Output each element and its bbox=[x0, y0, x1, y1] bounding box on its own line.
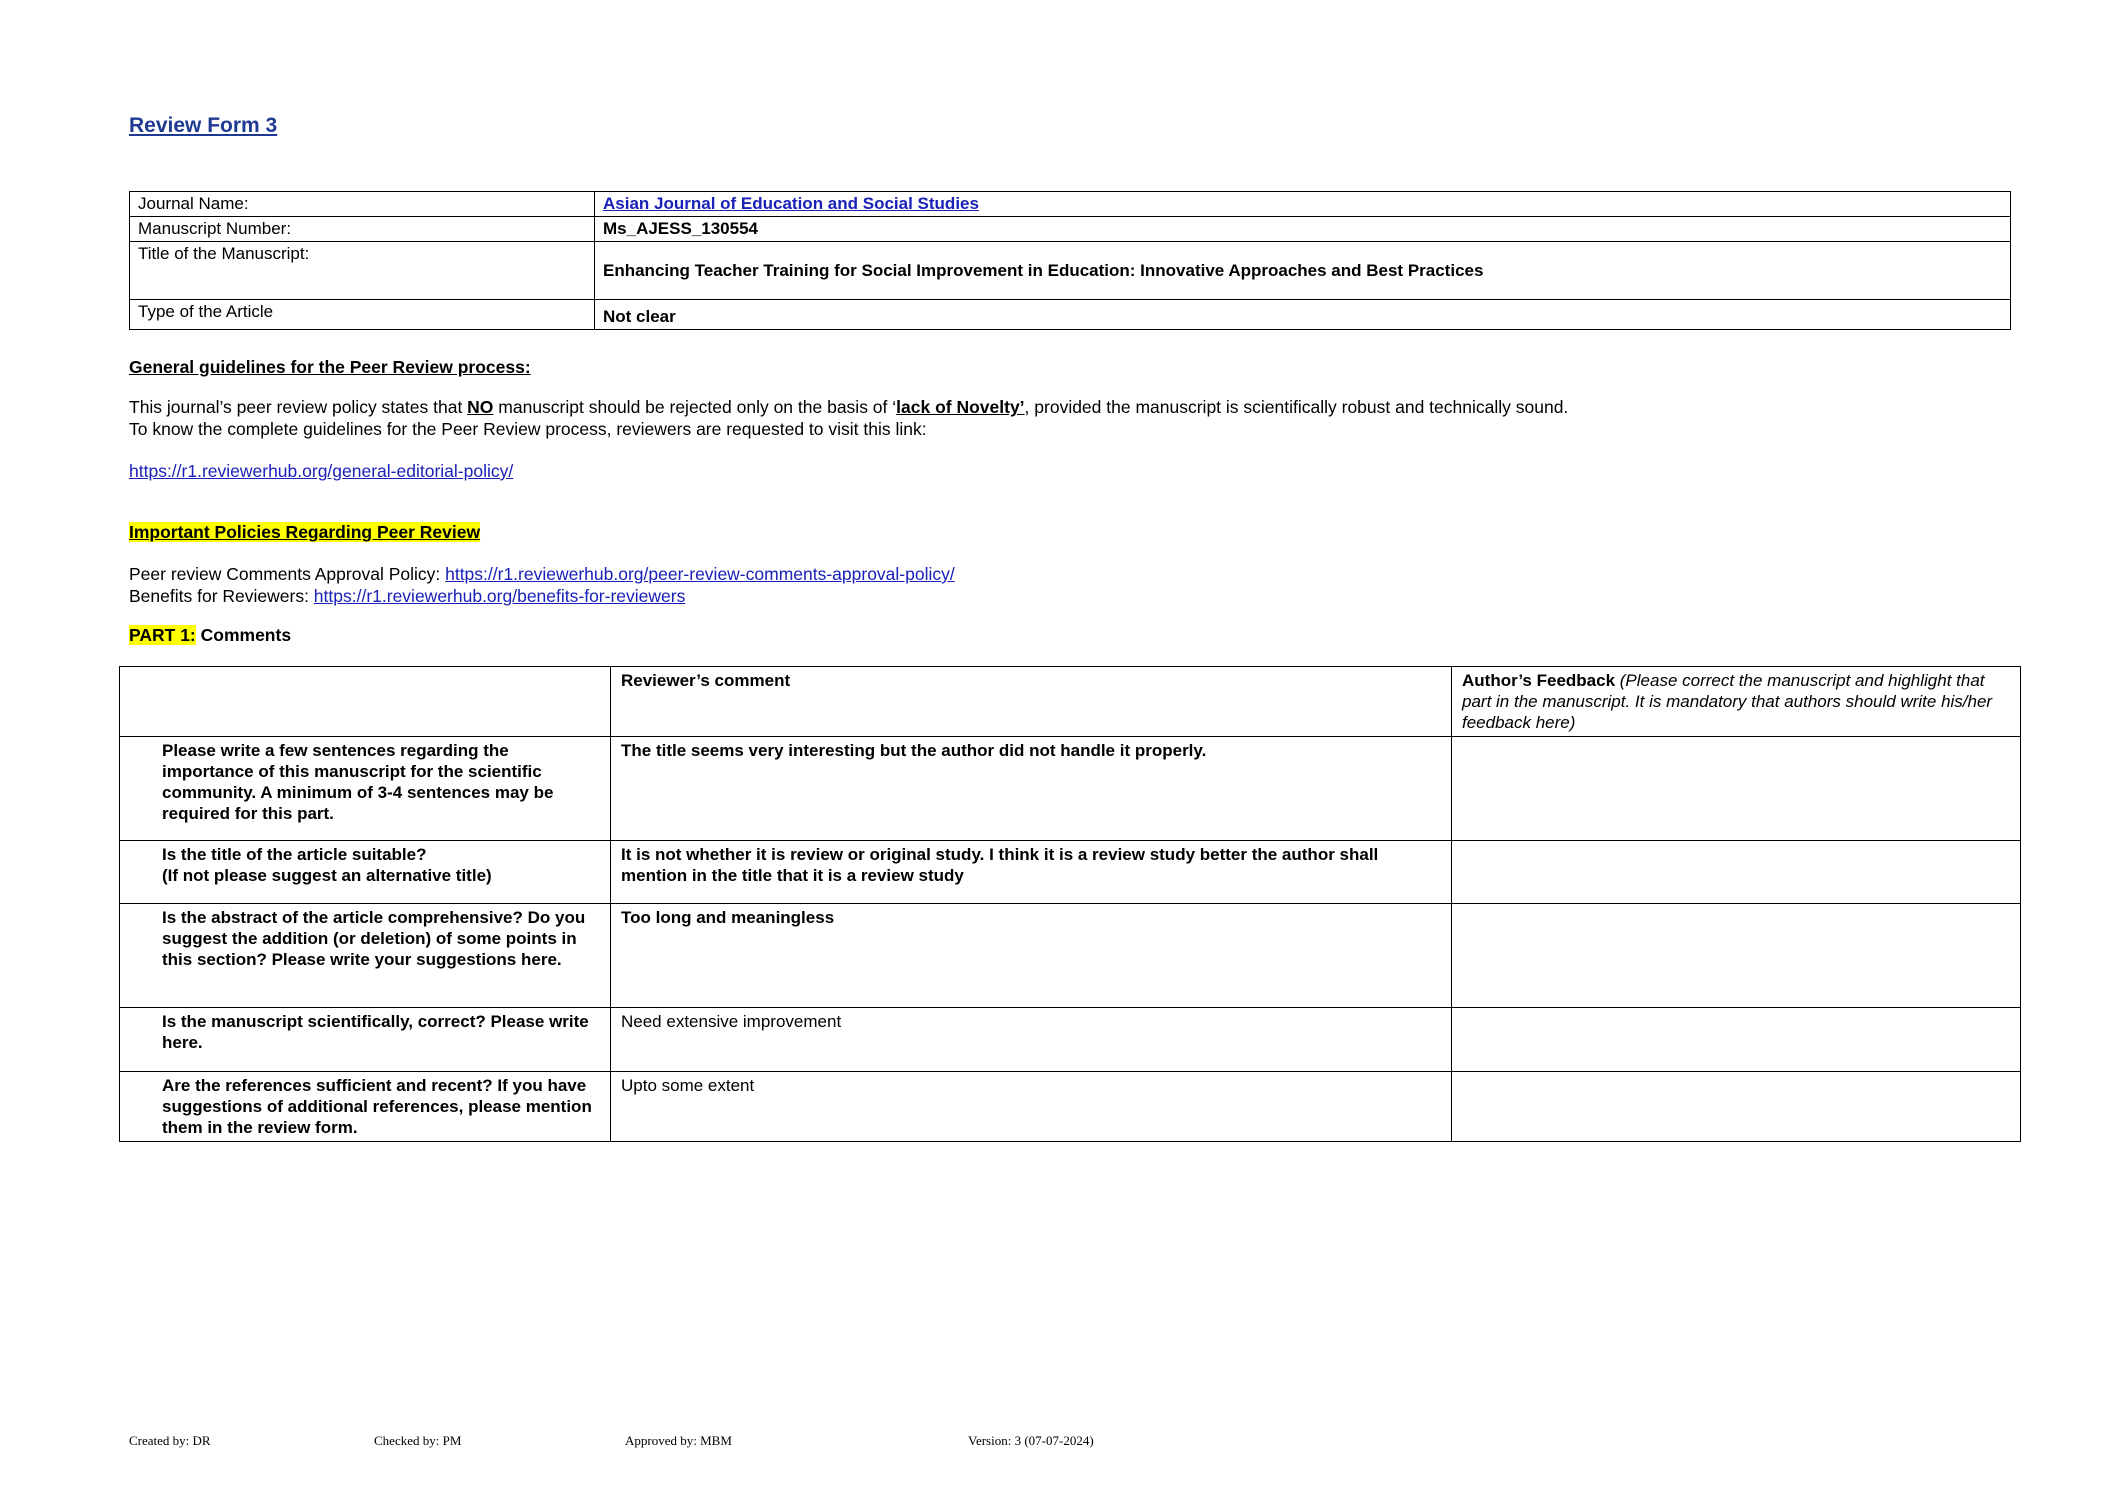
policies-links bbox=[129, 563, 955, 607]
reviewer-comment-cell[interactable]: The title seems very interesting but the author did not handle it properly. bbox=[611, 737, 1452, 841]
question-cell bbox=[120, 841, 611, 904]
question-cell: Is the abstract of the article comprehensive? Do you suggest the addition (or deletion) of some points in this section? Please write your suggestions here. bbox=[120, 904, 611, 1008]
approval-policy-link[interactable]: https://r1.reviewerhub.org/peer-review-comments-approval-policy/ bbox=[445, 564, 955, 584]
table-row bbox=[130, 300, 2011, 330]
guidelines-text-2: To know the complete guidelines for the Peer Review process, reviewers are requested to visit this link: bbox=[129, 419, 927, 439]
table-row bbox=[120, 1072, 2021, 1142]
part1-title: Comments bbox=[195, 625, 292, 645]
footer-checked-by: Checked by: PM bbox=[374, 1433, 462, 1448]
table-row bbox=[120, 1008, 2021, 1072]
author-feedback-cell[interactable] bbox=[1452, 904, 2021, 1008]
policies-heading: Important Policies Regarding Peer Review bbox=[129, 522, 481, 542]
question-cell: Is the manuscript scientifically, correct? Please write here. bbox=[120, 1008, 611, 1072]
table-row bbox=[130, 217, 2011, 242]
reviewer-comment-cell[interactable]: Upto some extent bbox=[611, 1072, 1452, 1142]
table-row bbox=[120, 737, 2021, 841]
table-row bbox=[130, 242, 2011, 300]
reviewer-comment-cell[interactable]: It is not whether it is review or original study. I think it is a review study better the author shall mention in the title that it is a review study bbox=[611, 841, 1452, 904]
guidelines-heading: General guidelines for the Peer Review process: bbox=[129, 357, 531, 377]
guidelines-text-b: manuscript should be rejected only on the basis of ‘ bbox=[493, 397, 897, 417]
journal-name-label: Journal Name: bbox=[130, 192, 595, 217]
author-feedback-cell[interactable] bbox=[1452, 1008, 2021, 1072]
author-feedback-title: Author’s Feedback bbox=[1462, 671, 1616, 690]
question-cell: Please write a few sentences regarding the importance of this manuscript for the scientific community. A minimum of 3-4 sentences may be required for this part. bbox=[120, 737, 611, 841]
manuscript-info-table bbox=[129, 191, 2011, 330]
author-feedback-cell[interactable] bbox=[1452, 1072, 2021, 1142]
part1-heading bbox=[129, 624, 291, 646]
guidelines-no-emphasis: NO bbox=[467, 397, 494, 417]
author-feedback-header bbox=[1452, 667, 2021, 737]
author-feedback-note: (Please correct the manuscript and highlight that part in the manuscript. It is mandatory that authors should write his/her feedback here) bbox=[1462, 671, 1993, 732]
manuscript-title-label: Title of the Manuscript: bbox=[130, 242, 595, 300]
author-feedback-cell[interactable] bbox=[1452, 737, 2021, 841]
footer-version: Version: 3 (07-07-2024) bbox=[968, 1433, 1094, 1448]
footer-approved-by: Approved by: MBM bbox=[625, 1433, 732, 1448]
manuscript-number-value: Ms_AJESS_130554 bbox=[595, 217, 2011, 242]
table-row bbox=[120, 904, 2021, 1008]
benefits-link[interactable]: https://r1.reviewerhub.org/benefits-for-reviewers bbox=[313, 586, 686, 606]
manuscript-number-label: Manuscript Number: bbox=[130, 217, 595, 242]
reviewer-comment-header: Reviewer’s comment bbox=[611, 667, 1452, 737]
comments-table bbox=[119, 666, 2021, 1142]
guidelines-paragraph bbox=[129, 396, 1568, 440]
guidelines-text-c: , provided the manuscript is scientifically robust and technically sound. bbox=[1024, 397, 1569, 417]
benefits-label: Benefits for Reviewers: bbox=[129, 586, 314, 606]
guidelines-text-a: This journal’s peer review policy states that bbox=[129, 397, 468, 417]
question-line-2: (If not please suggest an alternative title) bbox=[162, 866, 492, 885]
journal-name-link[interactable]: Asian Journal of Education and Social Studies bbox=[603, 194, 979, 213]
table-row bbox=[120, 841, 2021, 904]
table-header-row bbox=[120, 667, 2021, 737]
article-type-value: Not clear bbox=[595, 300, 2011, 330]
part1-label: PART 1: bbox=[129, 625, 196, 645]
reviewer-comment-cell[interactable]: Too long and meaningless bbox=[611, 904, 1452, 1008]
question-line-1: Is the title of the article suitable? bbox=[162, 845, 427, 864]
blank-header-cell bbox=[120, 667, 611, 737]
approval-policy-label: Peer review Comments Approval Policy: bbox=[129, 564, 446, 584]
reviewer-comment-cell[interactable]: Need extensive improvement bbox=[611, 1008, 1452, 1072]
article-type-label: Type of the Article bbox=[130, 300, 595, 330]
editorial-policy-link[interactable]: https://r1.reviewerhub.org/general-editorial-policy/ bbox=[129, 461, 514, 481]
table-row bbox=[130, 192, 2011, 217]
footer-created-by: Created by: DR bbox=[129, 1433, 211, 1448]
manuscript-title-value: Enhancing Teacher Training for Social Improvement in Education: Innovative Approaches and Best Practices bbox=[595, 242, 2011, 300]
question-cell: Are the references sufficient and recent? If you have suggestions of additional references, please mention them in the review form. bbox=[120, 1072, 611, 1142]
page-title: Review Form 3 bbox=[129, 114, 278, 137]
guidelines-novelty-emphasis: lack of Novelty’ bbox=[896, 397, 1025, 417]
author-feedback-cell[interactable] bbox=[1452, 841, 2021, 904]
